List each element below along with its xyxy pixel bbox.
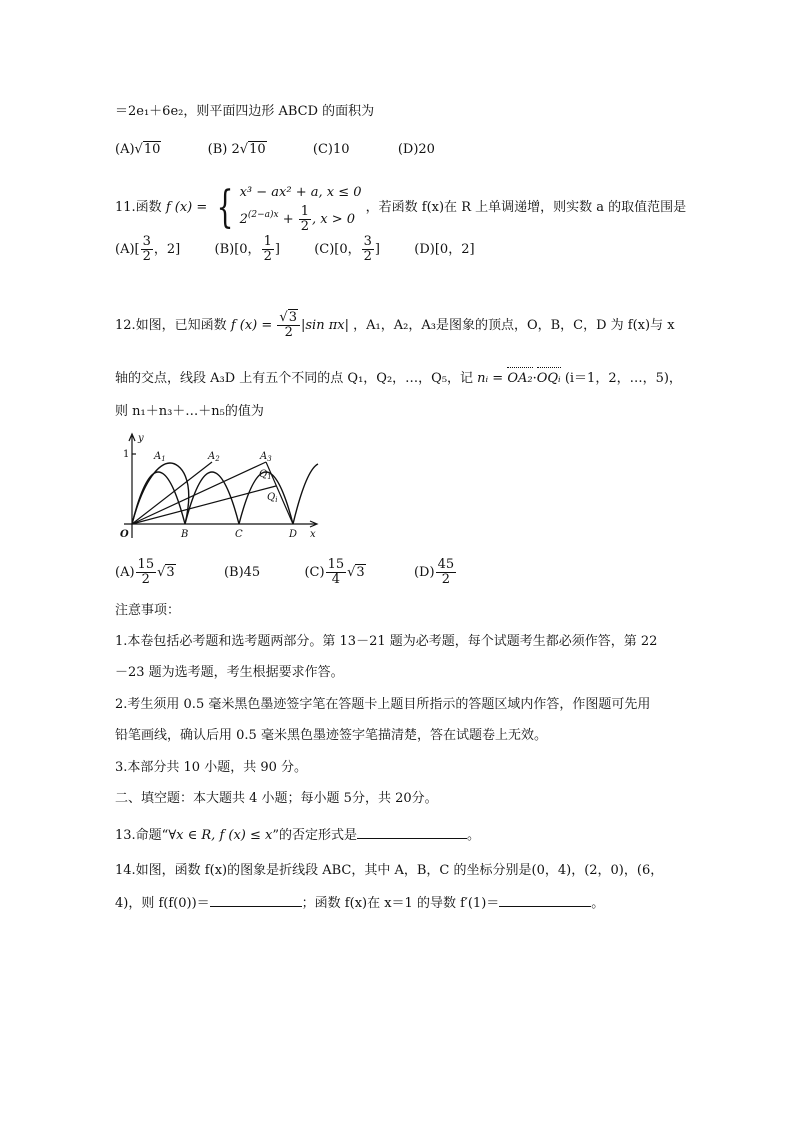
- q11-opt-b: (B)[0， $\frac{1}{2}$ ]: [214, 234, 280, 264]
- q11-opt-a: (A)[ $\frac{3}{2}$ ，2]: [115, 234, 181, 264]
- note-1-line2: －23 题为选考题，考生根据要求作答。: [115, 665, 344, 680]
- note-2-line1: 2.考生须用 0.5 毫米黑色墨迹签字笔在答题卡上题目所指示的答题区域内作答，作图题可先用: [115, 697, 651, 712]
- label-o: O: [120, 529, 129, 540]
- label-one: 1: [123, 449, 130, 460]
- vector-oqi: OQᵢ: [536, 371, 561, 386]
- q12-options: [115, 554, 457, 592]
- label-a1: $A_1$: [154, 451, 166, 463]
- label-b: B: [181, 529, 189, 540]
- q11-opt-c: (C)[0， $\frac{3}{2}$ ]: [314, 234, 380, 264]
- segment-o-a3: [132, 462, 266, 524]
- label-d: D: [289, 529, 298, 540]
- sine-arch-4: [293, 464, 318, 524]
- q13-answer-blank[interactable]: [357, 824, 467, 839]
- vector-oa2: OA₂: [507, 371, 533, 386]
- q10-stem: ＝2e₁＋6e₂，则平面四边形 ABCD 的面积为: [115, 104, 375, 119]
- segment-o-q: [132, 486, 276, 524]
- q14-answer-blank-1[interactable]: [210, 892, 302, 907]
- section-2-heading: 二、填空题：本大题共 4 小题；每小题 5分，共 20分。: [115, 791, 438, 806]
- q12-opt-d: (D) $\frac{45}{2}$: [413, 557, 455, 587]
- note-2-line2: 铅笔画线，确认后用 0.5 毫米黑色墨迹签字笔描清楚，答在试题卷上无效。: [115, 728, 547, 743]
- q10-opt-b: (B) 2√10: [207, 142, 266, 157]
- q14-line2: 4)，则 f(f(0))＝ ；函数 f(x)在 x＝1 的导数 f′(1)＝ 。: [115, 892, 604, 913]
- q11-opt-d: (D)[0，2]: [414, 242, 475, 257]
- q12-opt-b: (B)45: [223, 565, 261, 580]
- q10-opt-c: (C)10: [312, 142, 350, 157]
- q13: 13.命题“∀x ∈ R, f (x) ≤ x”的否定形式是 。: [115, 824, 480, 845]
- q10-opt-d: (D)20: [397, 142, 435, 157]
- q14-line1: 14.如图，函数 f(x)的图象是折线段 ABC，其中 A，B，C 的坐标分别是(0，4)，(2，0)，(6，: [115, 863, 664, 878]
- label-a2: $A_2$: [208, 451, 220, 463]
- q12-graph: [114, 430, 324, 545]
- q10-options: [115, 141, 435, 159]
- label-c: C: [235, 529, 243, 540]
- notes-heading: 注意事项：: [115, 603, 181, 618]
- q12-stem-line2: 轴的交点，线段 A₃D 上有五个不同的点 Q₁，Q₂，…，Q₅，记 nᵢ = OA₂·OQᵢ (i＝1，2，…，5)，: [115, 371, 682, 386]
- label-y: y: [138, 433, 144, 444]
- sine-arch-1: [132, 472, 185, 524]
- q12-opt-a: (A) $\frac{15}{2}$ √3: [115, 557, 175, 587]
- q11-piecewise: x³ − ax² + a, x ≤ 0 $2^{(2-a)x}$ + $\frac{1}{2}$ , x > 0: [239, 184, 362, 234]
- note-3: 3.本部分共 10 小题，共 90 分。: [115, 760, 308, 775]
- note-1-line1: 1.本卷包括必考题和选考题两部分。第 13－21 题为必考题，每个试题考生都必须作答，第 22: [115, 634, 658, 649]
- q12-stem-line3: 则 n₁＋n₃＋…＋n₅的值为: [115, 404, 264, 419]
- q12-stem-line1: 12.如图，已知函数 f (x) = $\frac{√3}{2}$ |sin πx| ，A₁，A₂，A₃是图象的顶点，O，B，C，D 为 f(x)与 x: [115, 310, 675, 340]
- label-qi: $Q_i$: [267, 492, 278, 504]
- q12-opt-c: (C) $\frac{15}{4}$ √3: [304, 557, 365, 587]
- q11-stem: 11.函数 f (x) = { x³ − ax² + a, x ≤ 0 $2^{(2-a)x}$ + $\frac{1}{2}$ , x > 0 ，若函数 f(x)在 R 上单调递增，则实数 a 的取值范围是: [115, 181, 687, 234]
- q14-answer-blank-2[interactable]: [499, 892, 591, 907]
- q11-options: [115, 232, 475, 268]
- label-x: x: [310, 529, 316, 540]
- label-a3: $A_3$: [260, 451, 272, 463]
- label-q1: $Q_1$: [259, 469, 272, 481]
- q10-opt-a: (A)√10: [115, 142, 161, 157]
